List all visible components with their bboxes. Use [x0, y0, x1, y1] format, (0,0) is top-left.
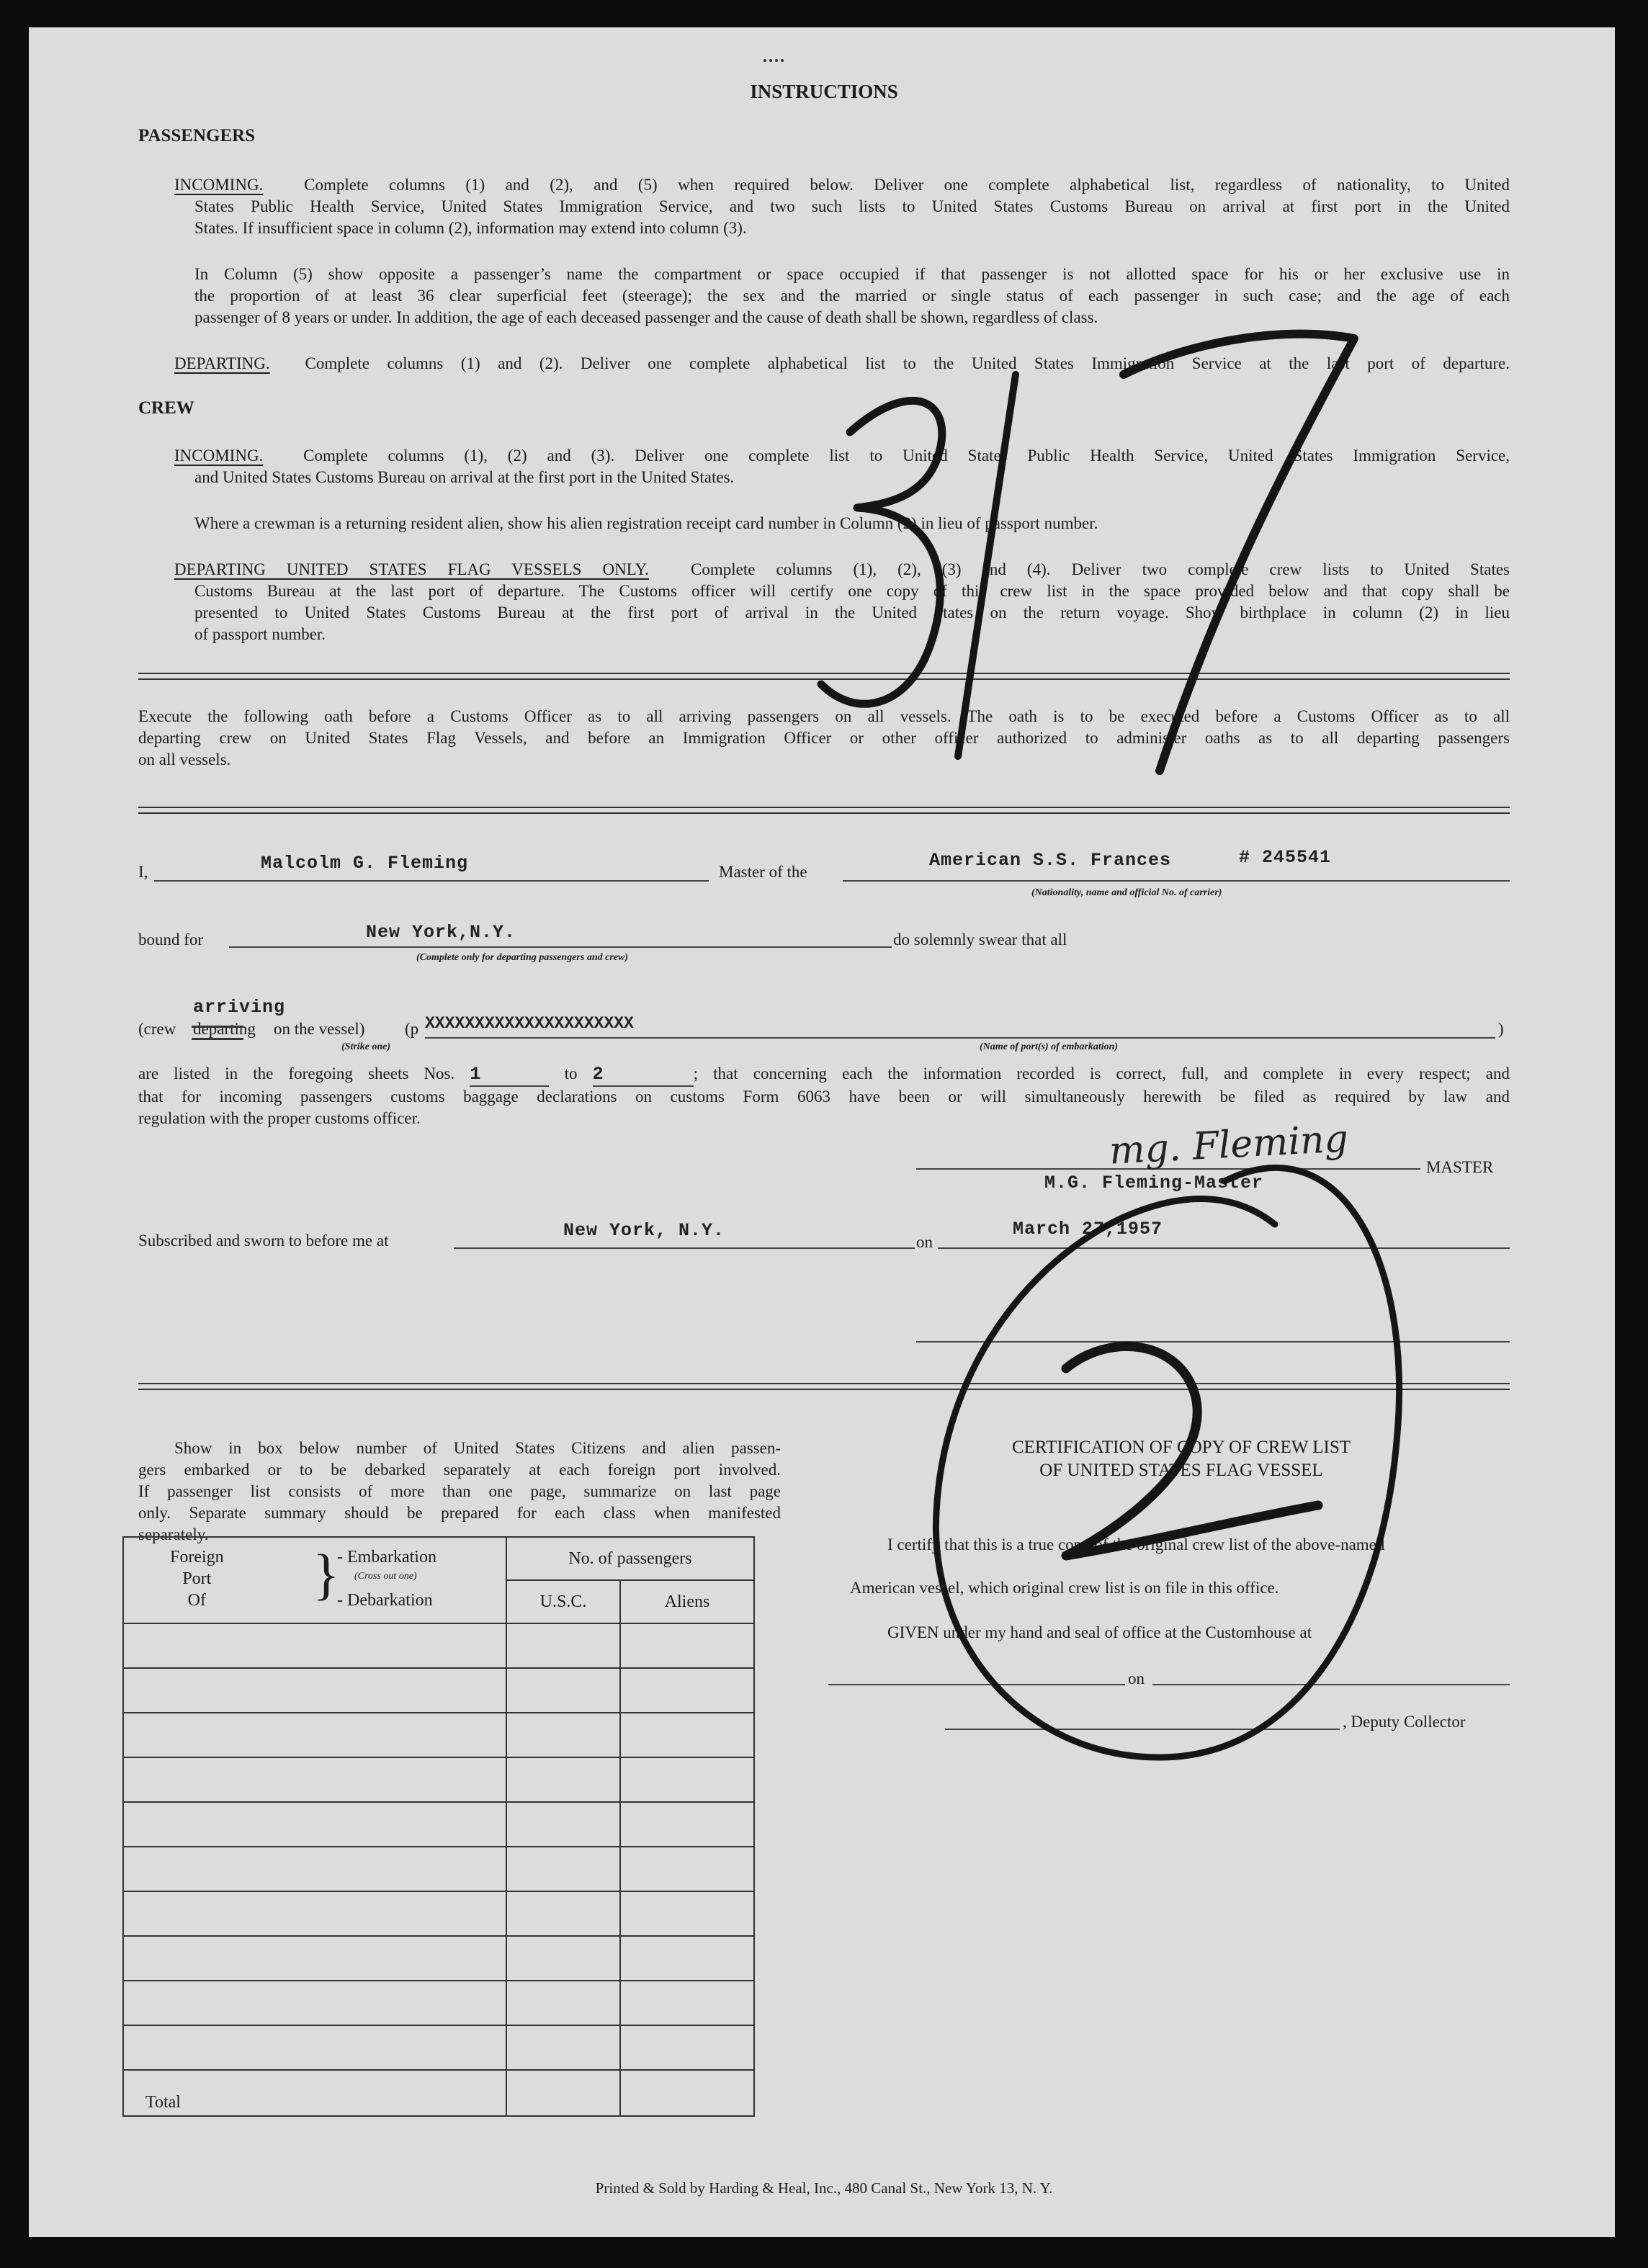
- strike-one-caption: (Strike one): [341, 1041, 391, 1052]
- summary-instruction-line: gers embarked or to be debarked separately at each foreign port involved.: [138, 1461, 781, 1479]
- to-label: to: [564, 1064, 578, 1083]
- oath-i-label: I,: [138, 863, 148, 881]
- crew-incoming-label: INCOMING.: [174, 447, 264, 465]
- baggage-line: regulation with the proper customs officer.: [138, 1109, 421, 1127]
- master-of-label: Master of the: [719, 863, 807, 881]
- aliens-header: Aliens: [620, 1580, 754, 1623]
- certify-line: I certify that this is a true copy of the original crew list of the above-named: [887, 1536, 1385, 1554]
- ports-caption: (Name of port(s) of embarkation): [980, 1041, 1119, 1052]
- printer-footer: Printed & Sold by Harding & Heal, Inc., 480 Canal St., New York 13, N. Y.: [595, 2179, 1053, 2197]
- master-signature: mg. Fleming: [1108, 1117, 1350, 1173]
- passengers-incoming-line: Complete columns (1) and (2), and (5) when required below. Deliver one complete alphabetical list, regardless of nationality, to United: [304, 176, 1510, 194]
- handwritten-two: [1066, 1346, 1318, 1556]
- master-name-field[interactable]: Malcolm G. Fleming: [261, 853, 469, 874]
- usc-header: U.S.C.: [506, 1580, 620, 1623]
- crew-incoming-line: and United States Customs Bureau on arrival at the first port in the United States.: [194, 468, 735, 486]
- typed-signature: M.G. Fleming-Master: [1044, 1173, 1264, 1193]
- crew-open: (crew: [138, 1020, 176, 1038]
- vessel-caption: (Nationality, name and official No. of carrier): [1031, 887, 1222, 898]
- cross-out-caption: (Cross out one): [354, 1571, 417, 1582]
- bound-for-label: bound for: [138, 931, 204, 949]
- oath-instruction-line: departing crew on United States Flag Vessels, and before an Immigration Officer or other officer authorized to administer oaths as to all departing passengers: [138, 729, 1510, 747]
- destination-caption: (Complete only for departing passengers and crew): [416, 952, 628, 963]
- passengers-incoming-line: States Public Health Service, United States Immigration Service, and two such lists to United States Customs Bureau on arrival at first port in the United: [194, 197, 1510, 215]
- baggage-line: that for incoming passengers customs baggage declarations on customs Form 6063 have been or will simultaneously herewith be filed as required by law and: [138, 1088, 1510, 1106]
- crew-departing-label: DEPARTING UNITED STATES FLAG VESSELS ONLY.: [174, 560, 649, 578]
- foreign-label: Foreign: [170, 1548, 224, 1566]
- summary-instruction-line: Show in box below number of United States Citizens and alien passen-: [174, 1439, 781, 1457]
- listed-label: are listed in the foregoing sheets Nos.: [138, 1064, 455, 1083]
- brace-glyph: }: [313, 1543, 340, 1605]
- subscribed-label: Subscribed and sworn to before me at: [138, 1232, 389, 1250]
- passengers-departing-text: Complete columns (1) and (2). Deliver one complete alphabetical list to the United States Immigration Service at the last port of departure.: [305, 354, 1510, 372]
- passengers-incoming-label: INCOMING.: [174, 176, 264, 194]
- certify-line: American vessel, which original crew list is on file in this office.: [850, 1579, 1279, 1597]
- crew-departing-line: of passport number.: [194, 625, 326, 643]
- passengers-open: (p: [405, 1020, 419, 1038]
- destination-field[interactable]: New York,N.Y.: [366, 922, 516, 943]
- certification-on-label: on: [1128, 1669, 1145, 1687]
- oath-instruction-line: on all vessels.: [138, 750, 231, 768]
- on-vessel-label: on the vessel): [274, 1020, 365, 1038]
- summary-instruction-line: separately.: [138, 1525, 209, 1543]
- sworn-place-field[interactable]: New York, N.Y.: [563, 1220, 725, 1241]
- sheet-to-value: 2: [592, 1064, 604, 1085]
- official-number-field[interactable]: # 245541: [1239, 847, 1332, 868]
- handwritten-seven: [1124, 334, 1354, 771]
- summary-instruction-line: only. Separate summary should be prepared for each class when manifested: [138, 1504, 781, 1522]
- oath-instruction-line: Execute the following oath before a Customs Officer as to all arriving passengers on all vessels. The oath is to be executed before a Customs Officer as to all: [138, 707, 1510, 725]
- debarkation-label: - Debarkation: [337, 1591, 433, 1610]
- passengers-departing-label: DEPARTING.: [174, 354, 270, 372]
- passengers-heading: PASSENGERS: [138, 126, 256, 145]
- swear-label: do solemnly swear that all: [893, 931, 1067, 949]
- close-paren: ): [1498, 1020, 1504, 1038]
- certification-title-line: CERTIFICATION OF COPY OF CREW LIST: [1011, 1438, 1351, 1457]
- certification-title-line: OF UNITED STATES FLAG VESSEL: [1039, 1461, 1323, 1480]
- correct-text: ; that concerning each the information recorded is correct, full, and complete in every respect; and: [693, 1064, 1510, 1083]
- handwritten-slash: [958, 375, 1016, 756]
- page-title: INSTRUCTIONS: [750, 81, 898, 102]
- crew-incoming-line: Complete columns (1), (2) and (3). Deliver one complete list to United States Public Health Service, United States Immigration Service,: [303, 447, 1510, 465]
- handwritten-circle: [936, 1167, 1399, 1757]
- port-label: Port: [182, 1569, 212, 1588]
- deputy-collector-label: , Deputy Collector: [1343, 1713, 1466, 1731]
- crew-alien-text: Where a crewman is a returning resident alien, show his alien registration receipt card number in Column (2) in lieu of passport number.: [194, 514, 1098, 532]
- crew-heading: CREW: [138, 398, 194, 418]
- column5-line: the proportion of at least 36 clear superficial feet (steerage); the sex and the married or single status of each passenger in such case; and the age of each: [194, 287, 1510, 305]
- no-of-passengers-header: No. of passengers: [506, 1537, 754, 1580]
- sworn-on-label: on: [916, 1233, 933, 1251]
- passengers-incoming-line: States. If insufficient space in column (2), information may extend into column (3).: [194, 219, 747, 237]
- total-label: Total: [123, 2070, 506, 2116]
- struck-passengers: XXXXXXXXXXXXXXXXXXXXX: [425, 1014, 634, 1033]
- handwritten-three: [821, 400, 942, 704]
- column5-line: In Column (5) show opposite a passenger’s name the compartment or space occupied if that passenger is not allotted space for his or her exclusive use in: [194, 265, 1510, 283]
- column5-line: passenger of 8 years or under. In addition, the age of each deceased passenger and the cause of death shall be shown, regardless of class.: [194, 308, 1098, 326]
- crew-departing-line: Customs Bureau at the last port of departure. The Customs officer will certify one copy of this crew list in the space provided below and that copy shall be: [194, 582, 1510, 600]
- sheet-from-value: 1: [470, 1064, 482, 1085]
- crew-departing-line: presented to United States Customs Bureau at the first port of arrival in the United States on the return voyage. Show birthplace in column (2) in lieu: [194, 604, 1510, 622]
- embarkation-label: - Embarkation: [337, 1548, 436, 1566]
- departing-struck-text: departing: [193, 1020, 256, 1038]
- arriving-typed[interactable]: arriving: [193, 997, 286, 1018]
- summary-instruction-line: If passenger list consists of more than one page, summarize on last page: [138, 1482, 781, 1500]
- of-label: Of: [187, 1591, 206, 1610]
- given-text: GIVEN under my hand and seal of office at the Customhouse at: [887, 1623, 1312, 1641]
- vessel-field[interactable]: American S.S. Frances: [929, 850, 1172, 871]
- master-label: MASTER: [1426, 1158, 1494, 1176]
- sworn-date-field[interactable]: March 27,1957: [1013, 1219, 1163, 1240]
- crew-departing-line: Complete columns (1), (2), (3) and (4). Deliver two complete crew lists to United States: [691, 560, 1510, 578]
